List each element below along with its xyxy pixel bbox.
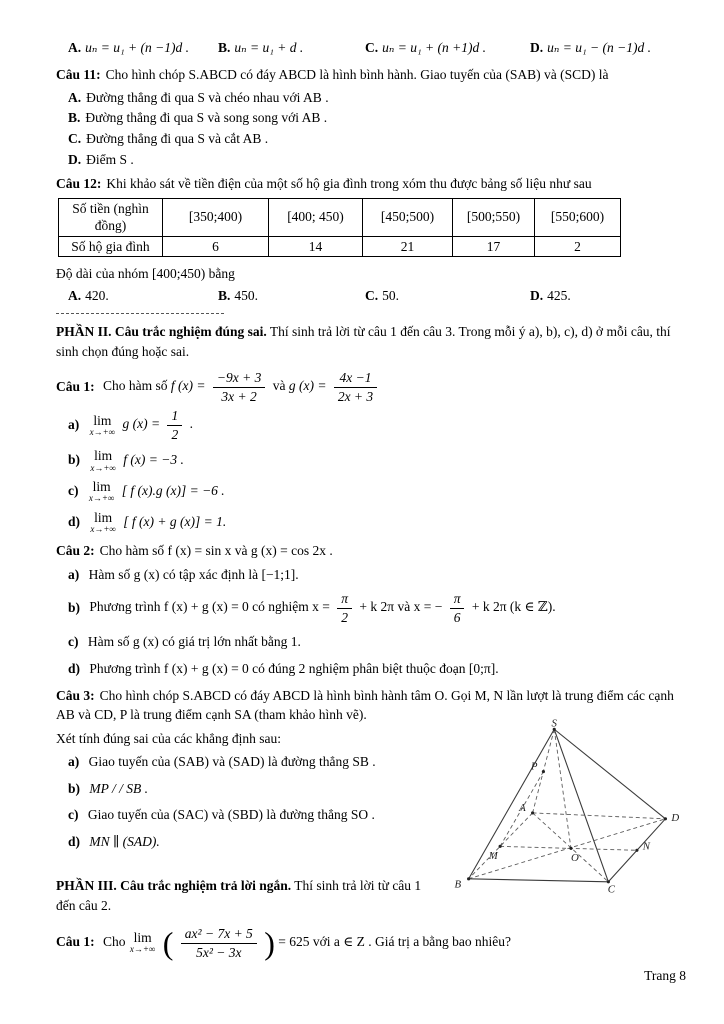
option-label: C. — [365, 40, 379, 55]
limit-subscript: x→+∞ — [89, 426, 116, 437]
limit-subscript: x→+∞ — [90, 523, 116, 534]
question-label: Câu 1: — [56, 378, 95, 394]
p2-question-1-items — [56, 408, 692, 534]
statement-text: Phương trình f (x) + g (x) = 0 có đúng 2 nghiệm phân biệt thuộc đoạn [0;π]. — [89, 661, 499, 676]
question-label: Câu 3: — [56, 687, 95, 703]
fraction-numerator: π — [450, 591, 465, 609]
option-c — [365, 40, 530, 56]
question-12-subquestion — [56, 264, 692, 284]
item-label: c) — [68, 482, 79, 498]
option-label: C. — [365, 287, 379, 303]
vertex-label-p: P — [530, 760, 538, 773]
question-text: Cho hàm số f (x) = sin x và g (x) = cos 2x . — [99, 543, 333, 559]
vertex-label-m: M — [488, 849, 498, 862]
row-header: Số tiền (nghìn đồng) — [59, 198, 163, 236]
option-label: A. — [68, 287, 82, 303]
row-header: Số hộ gia đình — [59, 236, 163, 257]
table-cell: 14 — [269, 236, 363, 257]
statement-text: [ f (x).g (x)] = −6 . — [121, 482, 225, 498]
statement-text: Giao tuyến của (SAC) và (SBD) là đường thẳng SO . — [87, 807, 375, 823]
statement-end: . — [189, 416, 193, 432]
option-a — [68, 288, 218, 304]
part-2-heading — [56, 322, 692, 363]
table-cell: 6 — [163, 236, 269, 257]
question-text: Độ dài của nhóm [400;450) bằng — [56, 266, 235, 282]
p3-question-1-stem — [56, 926, 692, 960]
pyramid-edges-hidden — [469, 729, 666, 882]
vertex-label-a: A — [519, 801, 526, 814]
question-label: Câu 12: — [56, 176, 102, 192]
question-12-stem — [56, 174, 692, 194]
limit-notation — [90, 414, 115, 438]
fraction-denominator: 2 — [341, 609, 349, 625]
statement-text: MP / / SB . — [89, 780, 149, 796]
question-text: Cho hình chóp S.ABCD có đáy ABCD là hình bình hành tâm O. Gọi M, N lần lượt là trung điểm các cạnh AB và CD, P là trung điểm cạnh SA (tham khảo hình vẽ). — [56, 687, 674, 723]
fraction — [167, 408, 182, 442]
fraction-pi-6 — [450, 591, 465, 625]
page-number: Trang 8 — [644, 968, 686, 983]
question-text: Khi khảo sát về tiền điện của một số hộ gia đình trong xóm thu được bảng số liệu như sau — [106, 176, 592, 192]
option-text: Đường thẳng đi qua S và song song với AB . — [85, 110, 328, 126]
table-cell: [400; 450) — [269, 198, 363, 236]
statement-end: + k 2π (k ∈ ℤ). — [471, 599, 556, 615]
fraction-denominator: 2x + 3 — [337, 388, 374, 404]
dashed-separator — [56, 313, 224, 314]
item-label: b) — [68, 599, 81, 615]
table-cell: 2 — [535, 236, 621, 257]
limit-subscript: x→+∞ — [90, 462, 116, 473]
fraction-numerator: 1 — [167, 408, 182, 426]
option-label: A. — [68, 40, 82, 55]
pyramid-edges-solid — [469, 729, 666, 882]
p2-question-2-stem — [56, 541, 692, 561]
part-2-description: Thí sinh trả lời từ câu 1 đến câu 3. Trong mỗi ý a), b), c), d) ở mỗi câu, thí sinh chọn đúng hoặc sai. — [56, 323, 671, 360]
pyramid-svg — [446, 717, 692, 897]
option-b — [218, 288, 365, 304]
question-12-options — [56, 288, 692, 304]
statement-text: f (x) = −3 . — [123, 452, 184, 468]
table-row-money — [59, 198, 621, 236]
fraction-f — [213, 370, 265, 404]
option-label: B. — [68, 110, 81, 126]
item-label: d) — [68, 513, 81, 529]
fraction-numerator: 4x −1 — [334, 370, 377, 388]
statement-text: Phương trình f (x) + g (x) = 0 có nghiệm x = — [89, 599, 330, 615]
limit-word: lim — [93, 412, 112, 428]
option-label: D. — [530, 287, 544, 303]
fraction-denominator: 6 — [453, 609, 461, 625]
option-text: uₙ = u₁ + (n +1)d . — [382, 40, 486, 55]
option-label: B. — [218, 40, 231, 55]
p2-question-1-stem — [56, 370, 692, 404]
statement-text: MN ∥ (SAD). — [89, 833, 160, 849]
table-cell: 17 — [453, 236, 535, 257]
fraction-pi-2 — [337, 591, 352, 625]
statement-a — [68, 408, 692, 442]
option-b — [68, 109, 692, 128]
fraction-g — [334, 370, 377, 404]
option-text: 50. — [382, 287, 399, 303]
option-label: B. — [218, 287, 231, 303]
fraction — [181, 926, 257, 960]
option-label: D. — [530, 40, 544, 55]
statement-c — [68, 480, 692, 504]
vertex-label-b: B — [454, 878, 462, 891]
option-d — [68, 151, 692, 170]
vertex-label-s: S — [551, 716, 557, 729]
limit-word: lim — [94, 448, 113, 464]
statement-d — [68, 659, 692, 679]
part-3-title: PHẦN III. Câu trắc nghiệm trả lời ngắn. — [56, 877, 292, 893]
statement-c — [68, 632, 692, 652]
statement-d — [68, 511, 692, 535]
question-11-options — [56, 89, 692, 171]
limit-subscript: x→+∞ — [88, 493, 115, 504]
limit-notation — [89, 480, 114, 504]
question-text: Cho hàm số — [103, 378, 168, 394]
vertex-label-o: O — [570, 851, 579, 864]
limit-notation — [90, 449, 115, 473]
vertex-label-d: D — [671, 811, 680, 824]
item-label: b) — [68, 780, 81, 796]
item-label: a) — [68, 416, 80, 432]
fraction-denominator: 2 — [171, 426, 179, 442]
table-cell: [500;550) — [453, 198, 535, 236]
connector-text: và — [272, 378, 286, 394]
limit-notation — [130, 931, 155, 955]
limit-subscript: x→+∞ — [129, 944, 156, 955]
item-label: a) — [68, 754, 80, 770]
question-label: Câu 2: — [56, 543, 95, 559]
option-text: 420. — [85, 287, 109, 303]
table-cell: 21 — [363, 236, 453, 257]
option-d — [530, 40, 692, 56]
statement-middle: + k 2π và x = − — [359, 599, 443, 615]
part-2-title: PHẦN II. Câu trắc nghiệm đúng sai. — [56, 323, 267, 339]
question-text: Cho — [103, 934, 126, 950]
table-cell: [550;600) — [535, 198, 621, 236]
statement-text: g (x) = — [122, 416, 161, 432]
item-label: d) — [68, 833, 81, 849]
left-parenthesis: ( — [162, 925, 174, 962]
option-a — [68, 89, 692, 108]
option-text: 425. — [547, 287, 571, 303]
option-text: uₙ = u₁ + d . — [234, 40, 304, 55]
function-g-lhs: g (x) = — [288, 378, 327, 394]
statement-text: [ f (x) + g (x)] = 1. — [123, 513, 227, 529]
option-label: A. — [68, 89, 82, 105]
statement-a — [68, 565, 692, 585]
table-cell: [450;500) — [363, 198, 453, 236]
statement-b — [68, 449, 692, 473]
vertex-label-c: C — [607, 883, 615, 896]
option-text: uₙ = u₁ − (n −1)d . — [547, 40, 651, 55]
table-cell: [350;400) — [163, 198, 269, 236]
item-label: c) — [68, 807, 79, 823]
option-text: uₙ = u₁ + (n −1)d . — [85, 40, 189, 55]
option-label: D. — [68, 152, 82, 168]
pyramid-figure — [446, 717, 692, 897]
frequency-table — [58, 198, 621, 258]
option-text: Điểm S . — [86, 152, 134, 168]
question-10-options — [56, 40, 692, 56]
pyramid-labels — [455, 717, 680, 895]
part-3-description: Thí sinh trả lời từ câu 1 đến câu 2. — [56, 877, 422, 913]
fraction-denominator: 5x² − 3x — [196, 944, 242, 960]
fraction-numerator: ax² − 7x + 5 — [181, 926, 257, 944]
limit-word: lim — [133, 930, 152, 946]
statement-text: Giao tuyến của (SAB) và (SAD) là đường thẳng SB . — [88, 754, 376, 770]
fraction-numerator: −9x + 3 — [213, 370, 265, 388]
question-11-stem — [56, 65, 692, 85]
fraction-denominator: 3x + 2 — [221, 388, 257, 404]
option-c — [365, 288, 530, 304]
option-d — [530, 288, 692, 304]
limit-word: lim — [92, 479, 111, 495]
subtext: Xét tính đúng sai của các khẳng định sau: — [56, 730, 281, 746]
right-parenthesis: ) — [264, 925, 275, 962]
fraction-numerator: π — [337, 591, 352, 609]
statement-text: Hàm số g (x) có tập xác định là [−1;1]. — [88, 566, 299, 582]
question-label: Câu 1: — [56, 934, 95, 950]
limit-word: lim — [94, 509, 113, 525]
function-f-lhs: f (x) = — [170, 378, 206, 394]
limit-notation — [90, 511, 115, 535]
vertex-label-n: N — [642, 839, 651, 852]
option-a — [68, 40, 218, 56]
table-row-households — [59, 236, 621, 257]
statement-b — [68, 591, 692, 625]
p2-question-2-items — [56, 565, 692, 679]
question-label: Câu 11: — [56, 67, 101, 82]
item-label: a) — [68, 566, 80, 582]
option-text: Đường thẳng đi qua S và chéo nhau với AB . — [86, 89, 329, 105]
option-label: C. — [68, 131, 82, 147]
option-text: Đường thẳng đi qua S và cắt AB . — [86, 131, 269, 147]
option-c — [68, 130, 692, 149]
item-label: c) — [68, 634, 79, 650]
item-label: b) — [68, 452, 81, 468]
option-b — [218, 40, 365, 56]
statement-text: Hàm số g (x) có giá trị lớn nhất bằng 1. — [87, 634, 301, 650]
question-end: = 625 với a ∈ Z . Giá trị a bằng bao nhiêu? — [278, 934, 512, 950]
option-text: 450. — [234, 287, 259, 303]
item-label: d) — [68, 661, 81, 676]
question-text: Cho hình chóp S.ABCD có đáy ABCD là hình bình hành. Giao tuyến của (SAB) và (SCD) là — [105, 67, 609, 82]
